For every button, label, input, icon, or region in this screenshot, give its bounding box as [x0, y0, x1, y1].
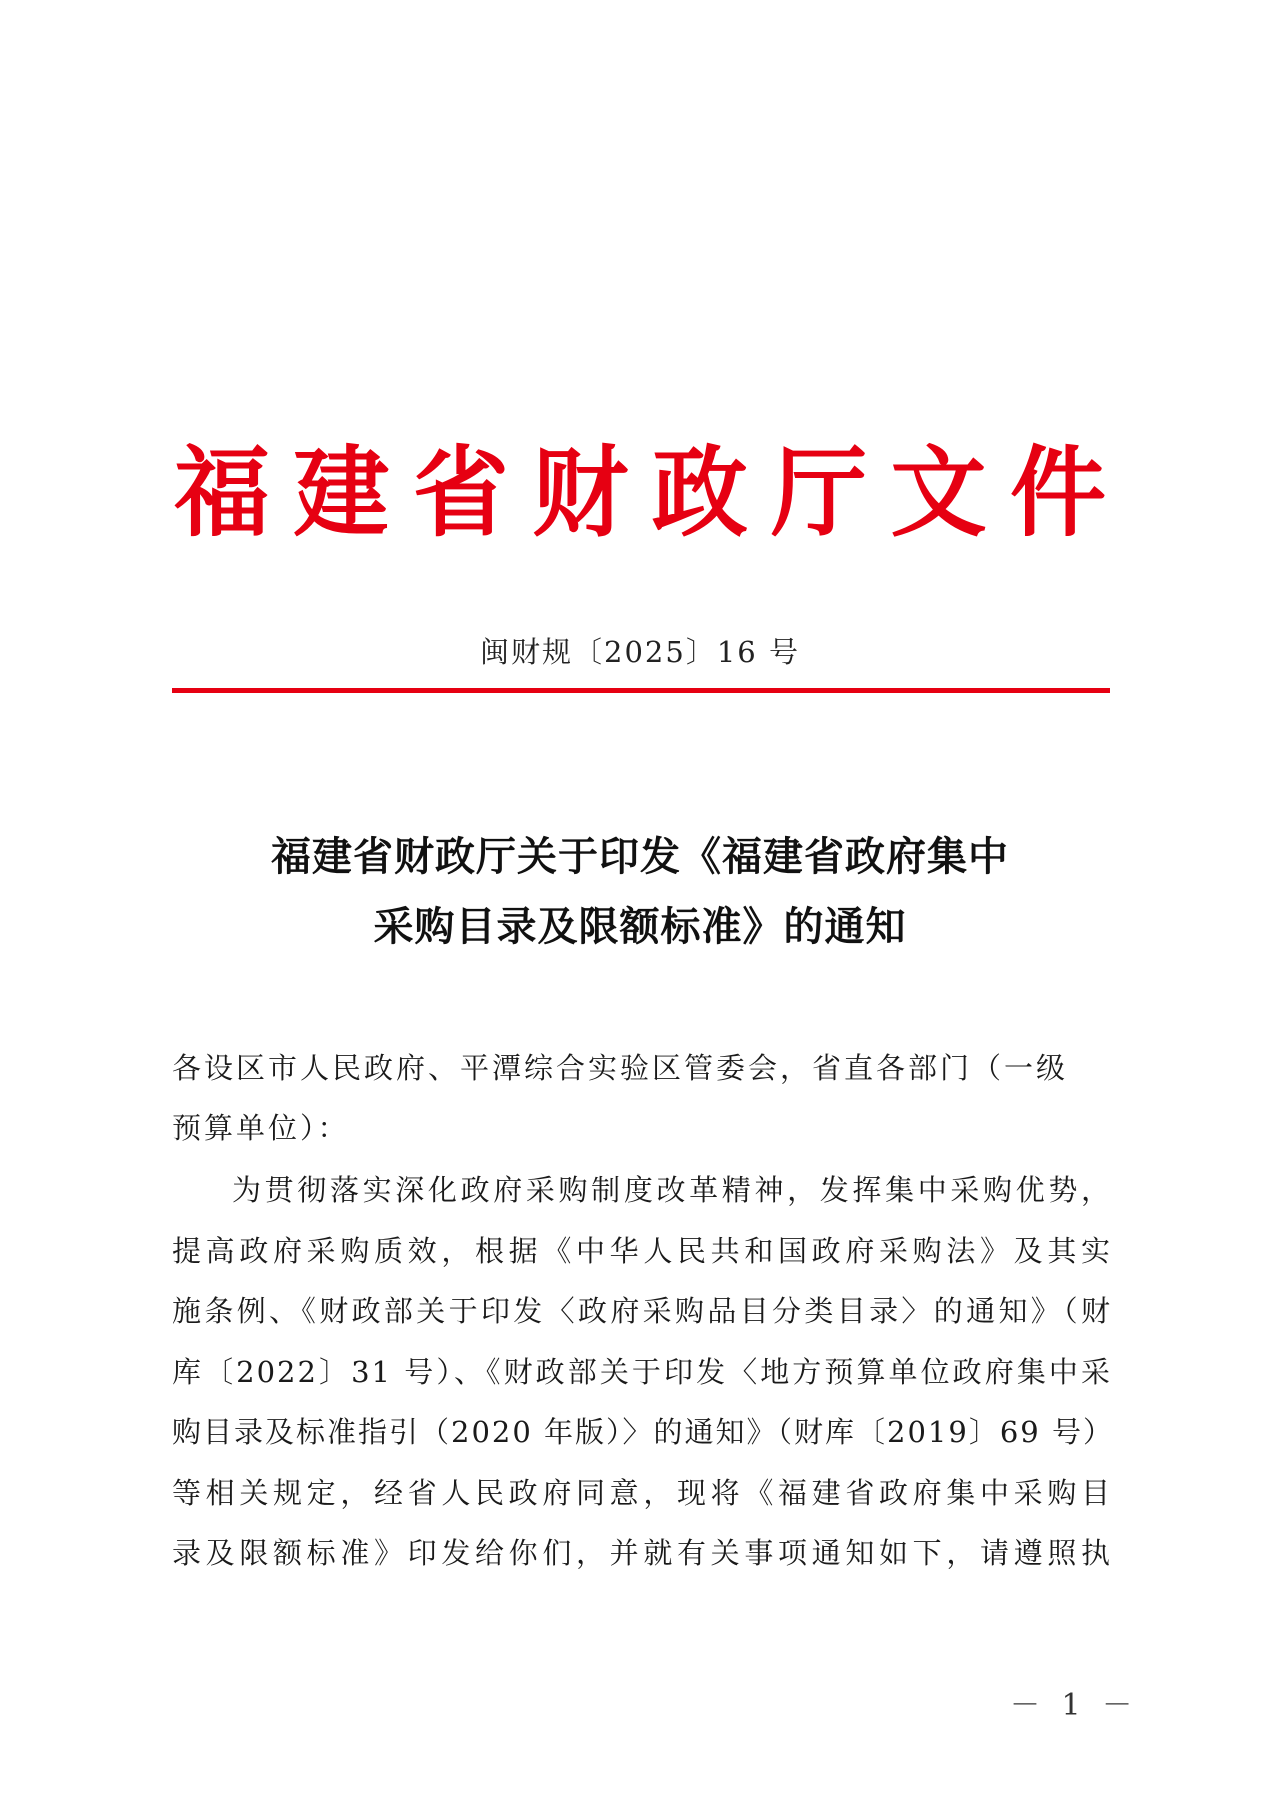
title-line-1: 福建省财政厅关于印发《福建省政府集中	[271, 834, 1009, 880]
red-divider-line	[172, 688, 1110, 693]
body-line: 施条例、《财政部关于印发〈政府采购品目分类目录〉的通知》（财	[172, 1294, 1112, 1328]
masthead-char: 文	[890, 435, 987, 551]
masthead-char: 政	[651, 435, 748, 551]
masthead-red-header	[170, 435, 1110, 551]
masthead-char: 财	[532, 435, 629, 551]
body-line: 录及限额标准》印发给你们，并就有关事项通知如下，请遵照执	[172, 1536, 1112, 1570]
masthead-char: 建	[293, 435, 390, 551]
document-title	[0, 822, 1280, 962]
body-paragraph	[172, 1160, 1112, 1584]
masthead-char: 福	[174, 435, 270, 551]
body-line: 购目录及标准指引（2020 年版）〉的通知》（财库〔2019〕69 号）	[172, 1415, 1114, 1449]
title-line-2: 采购目录及限额标准》的通知	[373, 904, 907, 950]
page-number: － 1 －	[1010, 1688, 1139, 1723]
body-line: 提高政府采购质效，根据《中华人民共和国政府采购法》及其实	[172, 1233, 1112, 1268]
document-number: 闽财规〔2025〕16 号	[480, 635, 800, 669]
salutation-line-2: 预算单位）：	[172, 1111, 350, 1145]
masthead-char: 厅	[771, 435, 868, 551]
masthead-char: 省	[412, 435, 509, 551]
salutation	[172, 1038, 1112, 1158]
body-line: 库〔2022〕31 号）、《财政部关于印发〈地方预算单位政府集中采	[172, 1354, 1112, 1389]
salutation-line-1: 各设区市人民政府、平潭综合实验区管委会，省直各部门（一级	[172, 1051, 1069, 1085]
body-line: 等相关规定，经省人民政府同意，现将《福建省政府集中采购目	[172, 1475, 1112, 1510]
masthead-char: 件	[1009, 435, 1106, 551]
body-line: 为贯彻落实深化政府采购制度改革精神，发挥集中采购优势，	[232, 1173, 1112, 1207]
